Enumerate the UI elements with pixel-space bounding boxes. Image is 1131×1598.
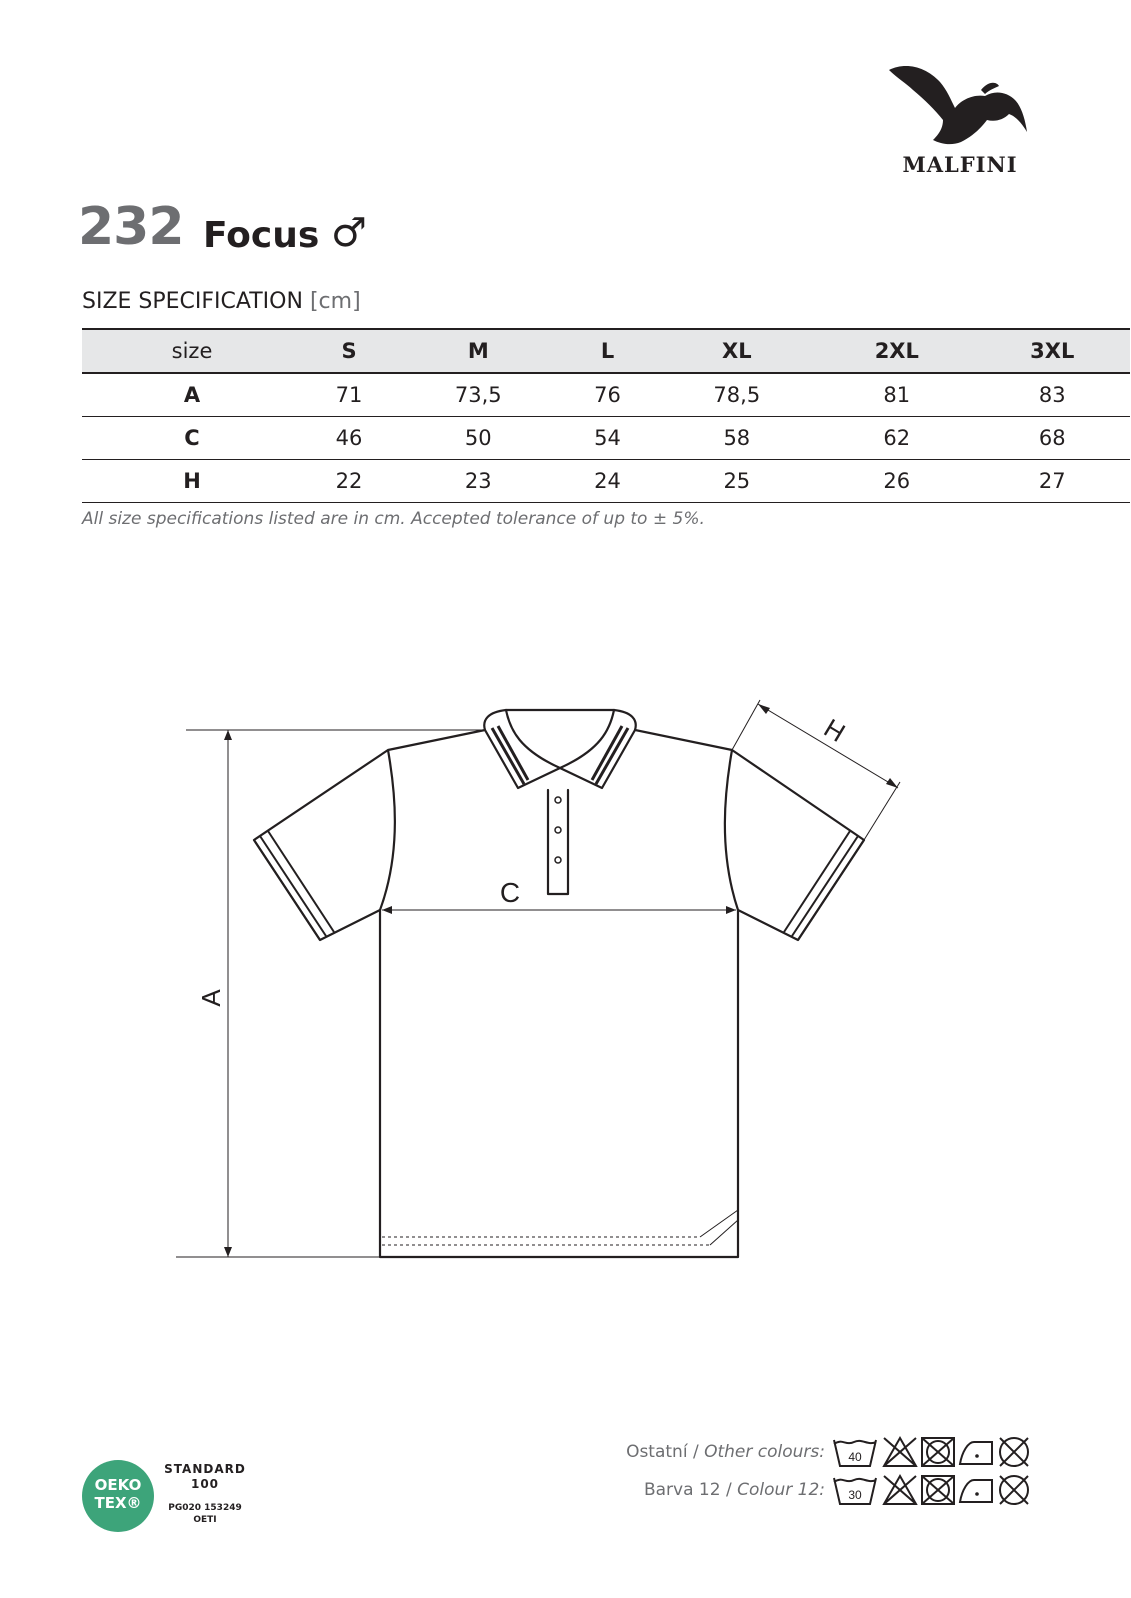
table-header-cell: 3XL [975,329,1131,373]
iron-icon [960,1480,992,1502]
table-cell: 78,5 [655,373,820,417]
table-header-cell: L [561,329,655,373]
male-symbol-icon: ♂ [331,210,367,256]
iron-icon [960,1442,992,1464]
table-header-cell: XL [655,329,820,373]
left-sleeve-outline [254,730,485,940]
table-header-cell: size [82,329,302,373]
care-label [626,1442,825,1462]
care-symbols [832,1434,1032,1470]
table-cell: 62 [819,417,974,460]
tolerance-note: All size specifications listed are in cm. Accepted tolerance of up to ± 5%. [82,509,705,529]
dimension-label-c: C [499,877,521,908]
oeko-tex-badge [82,1460,262,1540]
care-row-colour-12 [600,1472,1040,1508]
table-cell: 73,5 [396,373,561,417]
table-cell: C [82,417,302,460]
table-cell: A [82,373,302,417]
dimension-line-h [758,704,898,788]
oeko-standard-number: 100 [190,1477,220,1491]
table-cell: 26 [819,460,974,503]
table-cell: 58 [655,417,820,460]
oeko-line1: OEKO [94,1476,142,1494]
table-cell: 46 [302,417,396,460]
button-icon [555,797,561,803]
table-cell: 68 [975,417,1131,460]
product-name: Focus [203,215,320,256]
polo-shirt-drawing [170,690,930,1290]
oeko-certificate [162,1502,248,1526]
care-label-en: Other colours: [704,1442,825,1462]
no-bleach-icon [884,1476,916,1504]
spec-title [82,289,361,314]
table-cell: 71 [302,373,396,417]
table-row [82,417,1130,460]
care-label-local: Barva 12 / [643,1480,738,1500]
dimension-label-a: A [196,989,226,1007]
oeko-institute: OETI [193,1515,217,1525]
table-cell: 25 [655,460,820,503]
care-label-en: Colour 12: [737,1480,825,1500]
table-cell: 76 [561,373,655,417]
care-label [644,1480,825,1500]
care-label-local: Ostatní / [626,1442,705,1462]
eagle-icon [885,60,1035,150]
table-header-row [82,329,1130,373]
care-row-other-colours [600,1434,1040,1470]
oeko-standard-label: STANDARD [164,1462,246,1476]
collar-outline [484,710,635,788]
oeko-line2: TEX® [94,1494,142,1512]
spec-unit: [cm] [309,289,361,314]
wash-temp: 30 [848,1488,862,1502]
table-cell: 81 [819,373,974,417]
table-cell: 50 [396,417,561,460]
table-row [82,460,1130,503]
table-cell: 83 [975,373,1131,417]
brand-name: MALFINI [902,152,1018,177]
button-icon [555,827,561,833]
care-symbols [832,1472,1032,1508]
no-bleach-icon [884,1438,916,1466]
table-cell: 24 [561,460,655,503]
table-header-cell: M [396,329,561,373]
wash-temp: 40 [848,1450,862,1464]
oeko-tex-logo [82,1460,154,1532]
right-sleeve-outline [635,730,864,940]
table-header-cell: 2XL [819,329,974,373]
table-cell: 27 [975,460,1131,503]
table-row [82,373,1130,417]
table-cell: 23 [396,460,561,503]
table-header-cell: S [302,329,396,373]
size-table [82,328,1130,503]
table-cell: 22 [302,460,396,503]
collar-inner [506,710,614,768]
shirt-body-outline [380,910,738,1257]
dimension-label-h: H [818,712,851,748]
spec-title-text: SIZE SPECIFICATION [82,289,303,314]
table-cell: H [82,460,302,503]
product-number: 232 [78,197,184,257]
oeko-standard [162,1462,248,1492]
brand-logo [880,60,1040,185]
oeko-code: PG020 153249 [168,1503,242,1513]
button-icon [555,857,561,863]
placket-outline [548,790,568,894]
table-cell: 54 [561,417,655,460]
